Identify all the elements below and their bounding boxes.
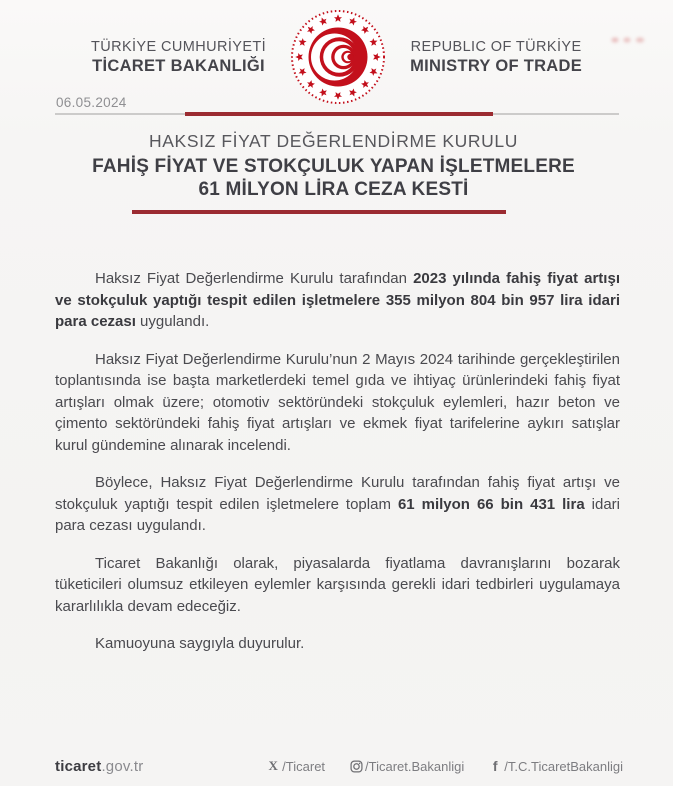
paragraph-2-text: Haksız Fiyat Değerlendirme Kurulu’nun 2 Mayıs 2024 tarihinde gerçekleştirilen toplantısında ise başta marketlerdeki temel gıda ve ihtiyaç ürünlerindeki fahiş fiyat artışları olmak üzere; otomotiv sektöründeki stokçuluk eylemleri, hazır beton ve çimento sektöründeki fahiş fiyat artışları ve ekmek fiyat tarifelerine aykırı satışlar kurul gündemine alınarak incelendi. <box>55 350 620 454</box>
website-rest: .gov.tr <box>101 757 144 775</box>
ministry-en-line1: REPUBLIC OF TÜRKİYE <box>410 38 582 55</box>
paragraph-3-text: Böylece, Haksız Fiyat Değerlendirme Kurulu tarafından fahiş fiyat artışı ve stokçuluk yaptığı tespit edilen işletmelere toplam <box>55 474 620 513</box>
paragraph-4 <box>55 553 620 618</box>
headline <box>0 131 667 202</box>
paragraph-4-text: Ticaret Bakanlığı olarak, piyasalarda fiyatlama davranışlarını bozarak tüketicileri olumsuz etkileyen eylemler karşısında gerekli idari tedbirleri uygulamaya kararlılıkla devam edeceğiz. <box>55 554 620 615</box>
facebook-link[interactable] <box>488 759 623 774</box>
paragraph-3 <box>55 472 620 537</box>
ministry-of-trade-logo-icon <box>290 9 386 105</box>
x-handle: /Ticaret <box>282 758 326 774</box>
footer <box>55 752 623 780</box>
headline-line3: 61 MİLYON LİRA CEZA KESTİ <box>198 178 469 200</box>
facebook-handle: /T.C.TicaretBakanligi <box>504 758 623 774</box>
paragraph-1-text: Haksız Fiyat Değerlendirme Kurulu tarafından <box>95 270 414 287</box>
headline-underline <box>132 210 506 214</box>
paragraph-5 <box>55 633 620 655</box>
instagram-link[interactable] <box>349 759 464 774</box>
paragraph-3-tail: idari para cezası uygulandı. <box>55 495 620 534</box>
headline-line2: FAHİŞ FİYAT VE STOKÇULUK YAPAN İŞLETMELERE <box>92 156 575 177</box>
website-bold: ticaret <box>55 757 102 775</box>
ministry-en-line2: MINISTRY OF TRADE <box>410 56 583 75</box>
facebook-icon: f <box>492 758 498 774</box>
ministry-name-turkish <box>91 38 266 77</box>
header <box>53 8 620 106</box>
ministry-tr-line1: TÜRKİYE CUMHURİYETİ <box>90 38 267 55</box>
instagram-icon <box>349 759 363 773</box>
instagram-handle: /Ticaret.Bakanligi <box>365 758 465 774</box>
press-release-body <box>55 268 620 671</box>
headline-kicker: HAKSIZ FİYAT DEĞERLENDİRME KURULU <box>149 131 518 151</box>
agency-watermark <box>607 33 649 46</box>
website-link[interactable] <box>55 758 143 775</box>
paragraph-2 <box>55 349 620 457</box>
paragraph-1 <box>55 268 620 333</box>
x-icon: X <box>268 758 278 773</box>
release-date: 06.05.2024 <box>56 95 127 110</box>
header-divider-accent <box>185 112 493 116</box>
paragraph-1-tail: uygulandı. <box>135 313 210 330</box>
x-twitter-link[interactable] <box>266 759 325 774</box>
paragraph-3-bold: 61 milyon 66 bin 431 lira <box>397 495 585 513</box>
paragraph-5-text: Kamuoyuna saygıyla duyurulur. <box>95 635 305 652</box>
ministry-tr-line2: TİCARET BAKANLIĞI <box>92 56 265 75</box>
header-divider <box>55 113 619 115</box>
paragraph-1-bold: 2023 yılında fahiş fiyat artışı ve stokçuluk yaptığı tespit edilen işletmelere 355 milyon 804 bin 957 lira idari para cezası <box>55 270 620 330</box>
social-links <box>266 759 623 774</box>
ministry-name-english <box>410 38 582 77</box>
